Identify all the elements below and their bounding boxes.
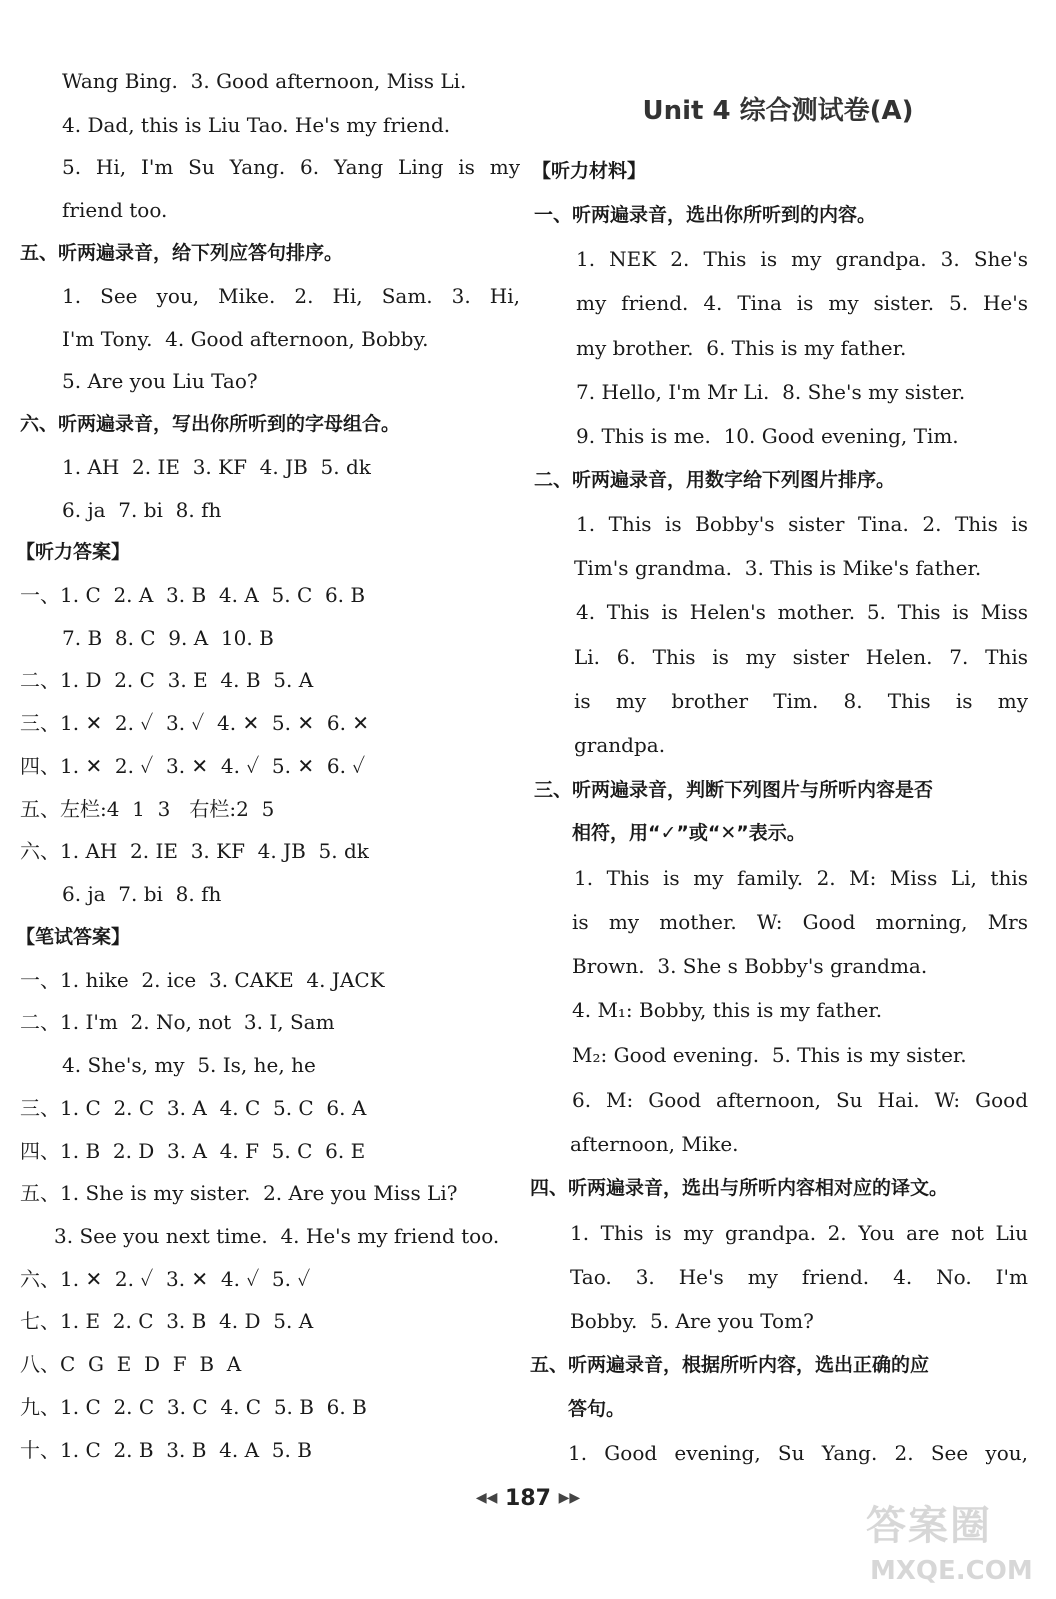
left-text-line: friend too.: [62, 198, 168, 222]
right-text-line: 1. This is Bobby's sister Tina. 2. This is: [576, 512, 1028, 536]
right-text-line: 答句。: [568, 1398, 626, 1420]
right-text-line: 1. NEK 2. This is my grandpa. 3. She's: [576, 247, 1028, 271]
left-text-line: 二、1. D 2. C 3. E 4. B 5. A: [20, 668, 314, 692]
watermark-text: 答案圈: [866, 1503, 992, 1549]
left-text-line: 七、1. E 2. C 3. B 4. D 5. A: [20, 1309, 314, 1333]
right-text-line: 四、听两遍录音，选出与所听内容相对应的译文。: [530, 1177, 949, 1199]
right-text-line: Tim's grandma. 3. This is Mike's father.: [574, 556, 982, 580]
left-text-line: 6. ja 7. bi 8. fh: [62, 498, 222, 522]
page-number: 187: [505, 1486, 551, 1511]
right-text-line: Li. 6. This is my sister Helen. 7. This: [574, 645, 1028, 669]
left-text-line: 三、1. ✕ 2. ✓ 3. ✓ 4. ✕ 5. ✕ 6. ✕: [20, 711, 370, 735]
left-text-line: 5. Hi, I'm Su Yang. 6. Yang Ling is my: [62, 155, 520, 179]
right-text-line: my friend. 4. Tina is my sister. 5. He's: [576, 291, 1028, 315]
right-text-line: grandpa.: [574, 733, 666, 757]
left-text-line: 1. See you, Mike. 2. Hi, Sam. 3. Hi,: [62, 284, 520, 308]
left-text-line: 六、听两遍录音，写出你所听到的字母组合。: [20, 413, 401, 435]
next-arrows-icon: ▶▶: [558, 1490, 581, 1506]
watermark-url: MXQE.COM: [870, 1556, 1033, 1586]
right-text-line: Tao. 3. He's my friend. 4. No. I'm: [570, 1265, 1028, 1289]
prev-arrows-icon: ◀◀: [475, 1490, 498, 1506]
left-text-line: 五、听两遍录音，给下列应答句排序。: [20, 242, 344, 264]
right-text-line: 三、听两遍录音，判断下列图片与所听内容是否: [534, 779, 934, 801]
right-text-line: is my mother. W: Good morning, Mrs: [572, 910, 1028, 934]
right-text-line: 7. Hello, I'm Mr Li. 8. She's my sister.: [576, 380, 966, 404]
right-text-line: 1. This is my family. 2. M: Miss Li, this: [574, 866, 1028, 890]
left-text-line: 四、1. ✕ 2. ✓ 3. ✕ 4. ✓ 5. ✕ 6. ✓: [20, 754, 366, 778]
left-text-line: 八、C G E D F B A: [20, 1352, 242, 1376]
right-text-line: 【听力材料】: [532, 160, 647, 182]
right-text-line: Brown. 3. She s Bobby's grandma.: [572, 954, 928, 978]
right-text-line: 6. M: Good afternoon, Su Hai. W: Good: [572, 1088, 1028, 1112]
left-text-line: 4. She's, my 5. Is, he, he: [62, 1053, 316, 1077]
left-text-line: Wang Bing. 3. Good afternoon, Miss Li.: [62, 69, 467, 93]
left-text-line: 7. B 8. C 9. A 10. B: [62, 626, 274, 650]
left-text-line: I'm Tony. 4. Good afternoon, Bobby.: [62, 327, 429, 351]
left-text-line: 4. Dad, this is Liu Tao. He's my friend.: [62, 113, 451, 137]
watermark-logo: [858, 1490, 1038, 1594]
left-text-line: 六、1. ✕ 2. ✓ 3. ✕ 4. ✓ 5. ✓: [20, 1267, 311, 1291]
left-text-line: 十、1. C 2. B 3. B 4. A 5. B: [20, 1438, 312, 1462]
left-text-line: 【听力答案】: [16, 541, 131, 563]
right-text-line: my brother. 6. This is my father.: [576, 336, 907, 360]
unit-title: Unit 4 综合测试卷(A): [642, 96, 914, 126]
left-text-line: 五、左栏:4 1 3 右栏:2 5: [20, 797, 275, 821]
left-text-line: 六、1. AH 2. IE 3. KF 4. JB 5. dk: [20, 839, 369, 863]
left-text-line: 四、1. B 2. D 3. A 4. F 5. C 6. E: [20, 1139, 366, 1163]
left-text-line: 1. AH 2. IE 3. KF 4. JB 5. dk: [62, 455, 371, 479]
right-text-line: afternoon, Mike.: [570, 1132, 739, 1156]
right-text-line: 4. This is Helen's mother. 5. This is Miss: [576, 600, 1028, 624]
left-text-line: 6. ja 7. bi 8. fh: [62, 882, 222, 906]
right-text-line: Bobby. 5. Are you Tom?: [570, 1309, 814, 1333]
left-text-line: 【笔试答案】: [16, 926, 131, 948]
right-text-line: 二、听两遍录音，用数字给下列图片排序。: [534, 469, 896, 491]
right-text-line: 1. This is my grandpa. 2. You are not Liu: [570, 1221, 1028, 1245]
right-text-line: 相符，用“✓”或“✕”表示。: [572, 822, 806, 844]
left-text-line: 九、1. C 2. C 3. C 4. C 5. B 6. B: [20, 1395, 367, 1419]
left-text-line: 3. See you next time. 4. He's my friend too.: [54, 1224, 500, 1248]
right-text-line: is my brother Tim. 8. This is my: [574, 689, 1028, 713]
right-text-line: 9. This is me. 10. Good evening, Tim.: [576, 424, 959, 448]
left-text-line: 一、1. hike 2. ice 3. CAKE 4. JACK: [20, 968, 385, 992]
right-text-line: 1. Good evening, Su Yang. 2. See you,: [568, 1441, 1028, 1465]
left-text-line: 三、1. C 2. C 3. A 4. C 5. C 6. A: [20, 1096, 367, 1120]
right-text-line: 五、听两遍录音，根据所听内容，选出正确的应: [530, 1354, 930, 1376]
right-text-line: M₂: Good evening. 5. This is my sister.: [572, 1043, 967, 1067]
left-text-line: 二、1. I'm 2. No, not 3. I, Sam: [20, 1010, 335, 1034]
left-text-line: 一、1. C 2. A 3. B 4. A 5. C 6. B: [20, 583, 366, 607]
right-text-line: 4. M₁: Bobby, this is my father.: [572, 998, 883, 1022]
left-text-line: 5. Are you Liu Tao?: [62, 369, 258, 393]
left-text-line: 五、1. She is my sister. 2. Are you Miss Li?: [20, 1181, 458, 1205]
right-text-line: 一、听两遍录音，选出你所听到的内容。: [534, 204, 877, 226]
